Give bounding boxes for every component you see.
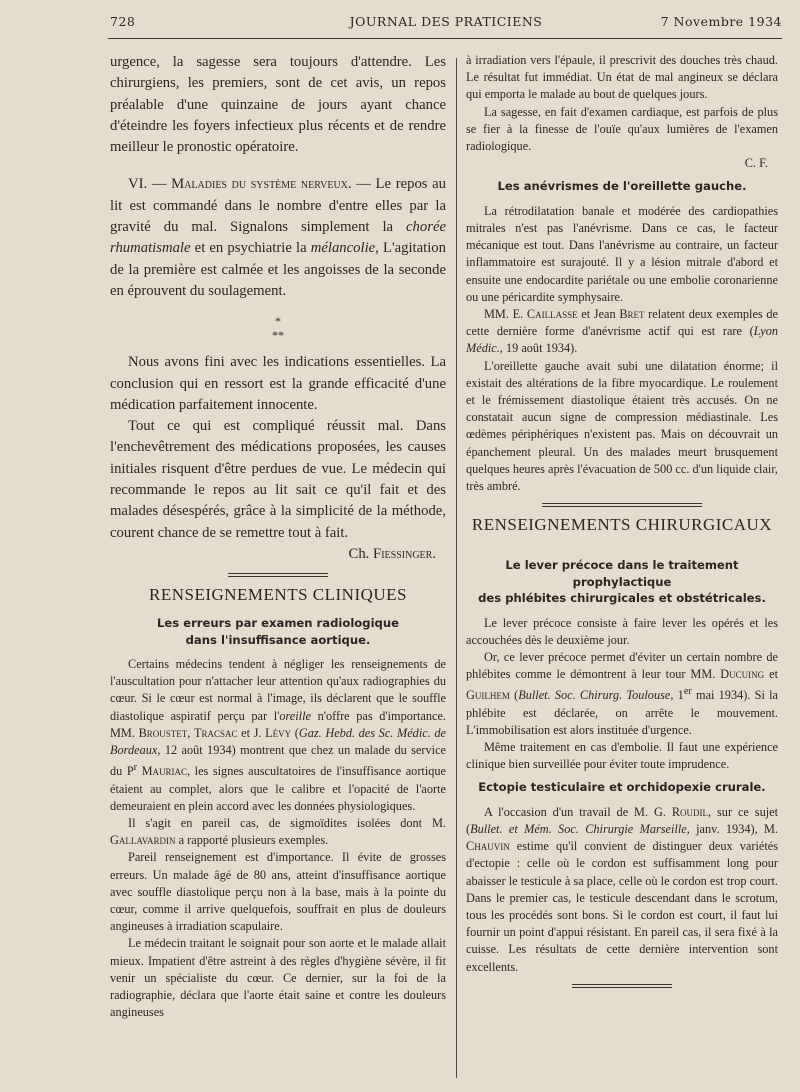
paragraph: Même traitement en cas d'embolie. Il faut une expérience clinique bien surveillée pour éviter toute imprudence.	[466, 740, 778, 772]
header-rule	[108, 38, 782, 39]
paragraph: A l'occasion d'un travail de M. G. Roudil, sur ce sujet (Bullet. et Mém. Soc. Chirurgie Marseille, janv. 1934), M. Chauvin estime qu'il convient de distinguer deux variétés d'ectopie : celle où le cordon est suffisamment long pour abaisser le testicule à sa place, celle où le cordon est trop court. Dans le premier cas, le testicule descendant dans le scrotum, tous les procédés sont bons. Si le cordon est court, il faut lui fournir un point d'appui résistant. En pareil cas, il sera fixé à la cuisse. Les résultats de cette dernière intervention sont excellents.	[466, 804, 779, 974]
paragraph: Le médecin traitant le soignait pour son aorte et le malade allait mieux. Impatient d'être astreint à des règles d'hygiène sévère, il fit venir un spécialiste du cœur. Ce dernier, sur la foi de la radiographie, déclara que l'aorte était saine et contre les douleurs angineuses	[110, 936, 446, 1020]
paragraph: Tout ce qui est compliqué réussit mal. Dans l'enchevêtrement des médications proposées, les causes initiales risquent d'être perdues de vue. Le médecin qui recommande le repos au lit sait ce qu'il fait et des malades désespérés, grâce à la simplicité de la méthode, courent chance de se remettre tout à fait.	[110, 418, 446, 541]
right-column	[466, 52, 778, 996]
page-number: 728	[110, 14, 136, 29]
paragraph: La rétrodilatation banale et modérée des cardiopathies mitrales n'est pas l'anévrisme. Dans ce cas, le facteur mécanique est tout. Dans l'anévrisme au contraire, un facteur inflammatoire est surajouté. Il y a lésion mitrale d'abord et ensuite une endocardite pariétale ou une embolie coronarienne ou une péricardite symphysaire.	[466, 203, 778, 304]
separator-rule	[542, 503, 702, 507]
paragraph: Il s'agit en pareil cas, de sigmoïdites isolées dont M. Gallavardin a rapporté plusieurs exemples.	[110, 815, 446, 848]
paragraph: à irradiation vers l'épaule, il prescrivit des douches très chaud. Le résultat fut immédiat. Un état de mal angineux se déclara qui emporta le malade au bout de quelques jours.	[466, 53, 778, 102]
paragraph: Certains médecins tendent à négliger les renseignements de l'auscultation pour n'attacher leur attention qu'aux radiographies du cœur. Si le cœur est normal à l'image, ils déclarent que le souffle diastolique aspiratif perçu par l'oreille n'offre pas d'importance. MM. Broustet, Tracsac et J. Lévy (Gaz. Hebd. des Sc. Médic. de Bordeaux, 12 août 1934) montrent que chez un malade du service du $P^r$ Mauriac, les signes auscultatoires de l'insuffisance aortique étaient au complet, alors que le calibre et l'opacité de l'aorte demeuraient en plein accord avec les données physiologiques.	[110, 657, 447, 813]
paragraph: La sagesse, en fait d'examen cardiaque, est parfois de plus se fier à la finesse de l'ouïe qu'aux lumières de l'examen radiologique.	[466, 104, 778, 154]
column-divider	[456, 58, 457, 1078]
journal-title: JOURNAL DES PRATICIENS	[349, 14, 543, 29]
paragraph: urgence, la sagesse sera toujours d'attendre. Les chirurgiens, les premiers, sont de cet avis, un repos préalable d'une quinzaine de jours ayant chance d'éteindre les foyers infectieux plus récents et de rendre meilleur le pronostic opératoire.	[110, 54, 446, 156]
section-title: RENSEIGNEMENTS CLINIQUES	[148, 585, 408, 605]
article-title: Le lever précoce dans le traitement prophylactique des phlébites chirurgicales et obstétricales.	[478, 558, 766, 606]
page-header	[110, 14, 782, 36]
asterism: * **	[272, 314, 284, 343]
paragraph: Or, ce lever précoce permet d'éviter un certain nombre de phlébites comme le démontrent à leur tour MM. Ducuing et Guilhem (Bullet. Soc. Chirurg. Toulouse, 1er mai 1934). Si la phlébite est déclarée, on arrête le mouvement. L'immobilisation est alors instituée d'urgence.	[466, 649, 778, 737]
paragraph-nervous-system: VI. — Maladies du système nerveux. — Le repos au lit est commandé dans le nombre d'entre elles par la gravité du mal. Signalons simplement la chorée rhumatismale et en psychiatrie la mélancolie, L'agitation de la première est calmée et les angoisses de la seconde en éprouvent du soulagement.	[110, 176, 447, 299]
paragraph: L'oreillette gauche avait subi une dilatation énorme; il existait des altérations de la fibre myocardique. Le roulement et le frémissement diastolique étaient très accusés. On ne constatait aucun signe de compression médiastinale. Les œdèmes périphériques n'existent pas. Mais on découvrait un épanchement pleural. Un des malades meurt brusquement quelques heures après l'évacuation de 500 cc. d'un liquide clair, très ambré.	[466, 358, 778, 494]
paragraph: Le lever précoce consiste à faire lever les opérés et les accouchées dès le deuxième jour.	[466, 615, 778, 647]
section-title: RENSEIGNEMENTS CHIRURGICAUX	[471, 515, 773, 535]
paragraph: Nous avons fini avec les indications essentielles. La conclusion qui en ressort est la grande efficacité d'une médication parfaitement innocente.	[110, 354, 446, 413]
author-initials: C. F.	[744, 156, 768, 171]
separator-rule	[572, 984, 672, 988]
section-heading-inline: Maladies du système nerveux.	[171, 176, 352, 193]
author-signature: Ch. Fiessinger.	[348, 545, 436, 562]
issue-date: 7 Novembre 1934	[660, 14, 782, 29]
paragraph: MM. E. Caillasse et Jean Bret relatent deux exemples de cette dernière forme d'anévrisme actif qui est rare (Lyon Médic., 19 août 1934).	[466, 307, 778, 356]
article-title: Les erreurs par examen radiologique dans l'insuffisance aortique.	[157, 616, 399, 647]
left-column	[110, 52, 446, 1021]
article-title: Ectopie testiculaire et orchidopexie crurale.	[478, 780, 766, 795]
article-title: Les anévrismes de l'oreillette gauche.	[497, 179, 747, 194]
paragraph: Pareil renseignement est d'importance. Il évite de grosses erreurs. Un malade âgé de 80 ans, atteint d'insuffisance aortique avec souffle diastolique perçu non à la base, mais à la pointe du cœur, comme il arrive quelquefois, souffrait en plus de douleurs angineuses à irradiation scapulaire.	[110, 850, 446, 934]
separator-rule	[228, 573, 328, 577]
